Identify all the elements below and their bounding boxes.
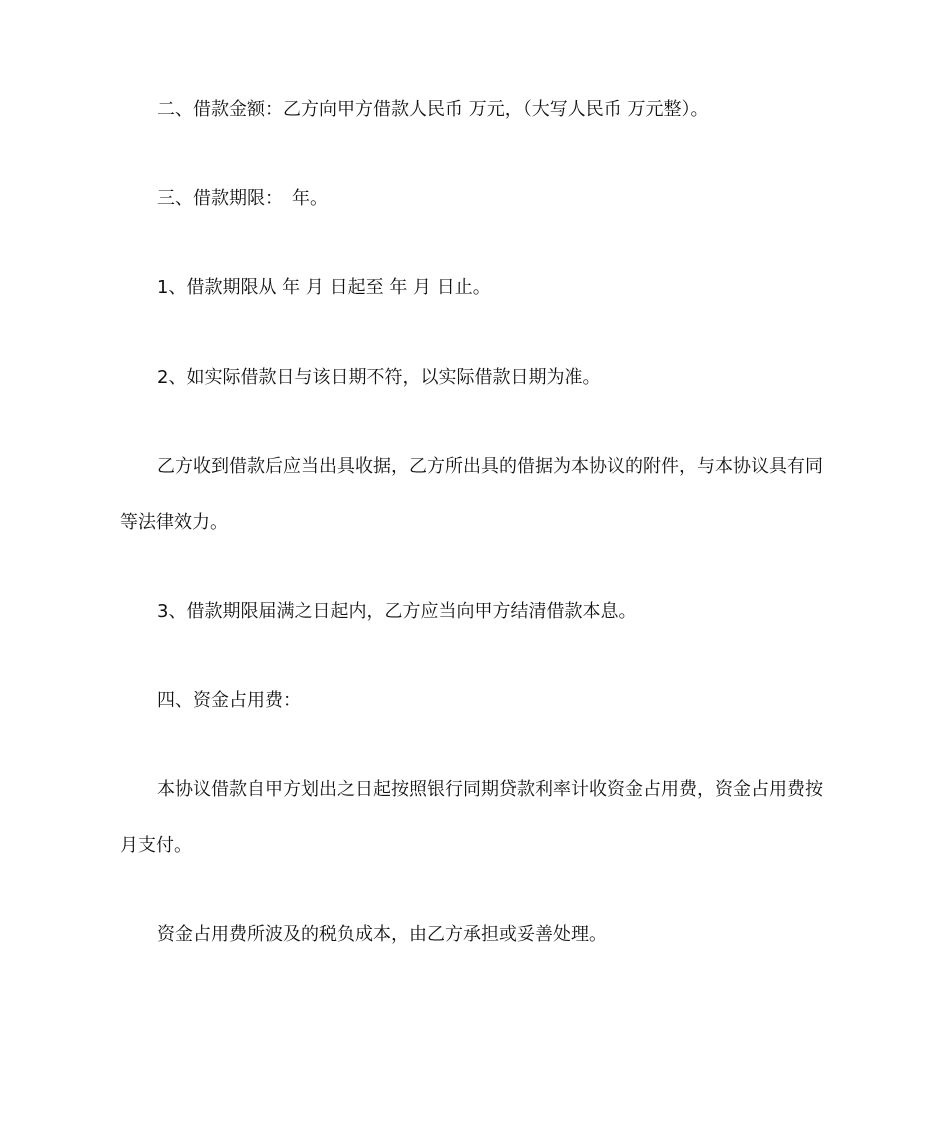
clause-receipt: 乙方收到借款后应当出具收据，乙方所出具的借据为本协议的附件，与本协议具有同等法律效力。 [120,456,823,533]
clause-fee-tax: 资金占用费所波及的税负成本，由乙方承担或妥善处理。 [157,924,607,945]
section-heading-fee: 四、资金占用费： [157,690,301,711]
clause-actual-date: 2、如实际借款日与该日期不符，以实际借款日期为准。 [157,367,601,388]
clause-loan-amount: 二、借款金额：乙方向甲方借款人民币 万元，（大写人民币 万元整）。 [157,99,709,120]
clause-term-dates: 1、借款期限从 年 月 日起至 年 月 日止。 [157,277,491,298]
clause-fee-rate: 本协议借款自甲方划出之日起按照银行同期贷款利率计收资金占用费，资金占用费按月支付。 [120,779,823,856]
clause-repayment: 3、借款期限届满之日起内，乙方应当向甲方结清借款本息。 [157,601,637,622]
clause-loan-term: 三、借款期限： 年。 [157,188,328,209]
